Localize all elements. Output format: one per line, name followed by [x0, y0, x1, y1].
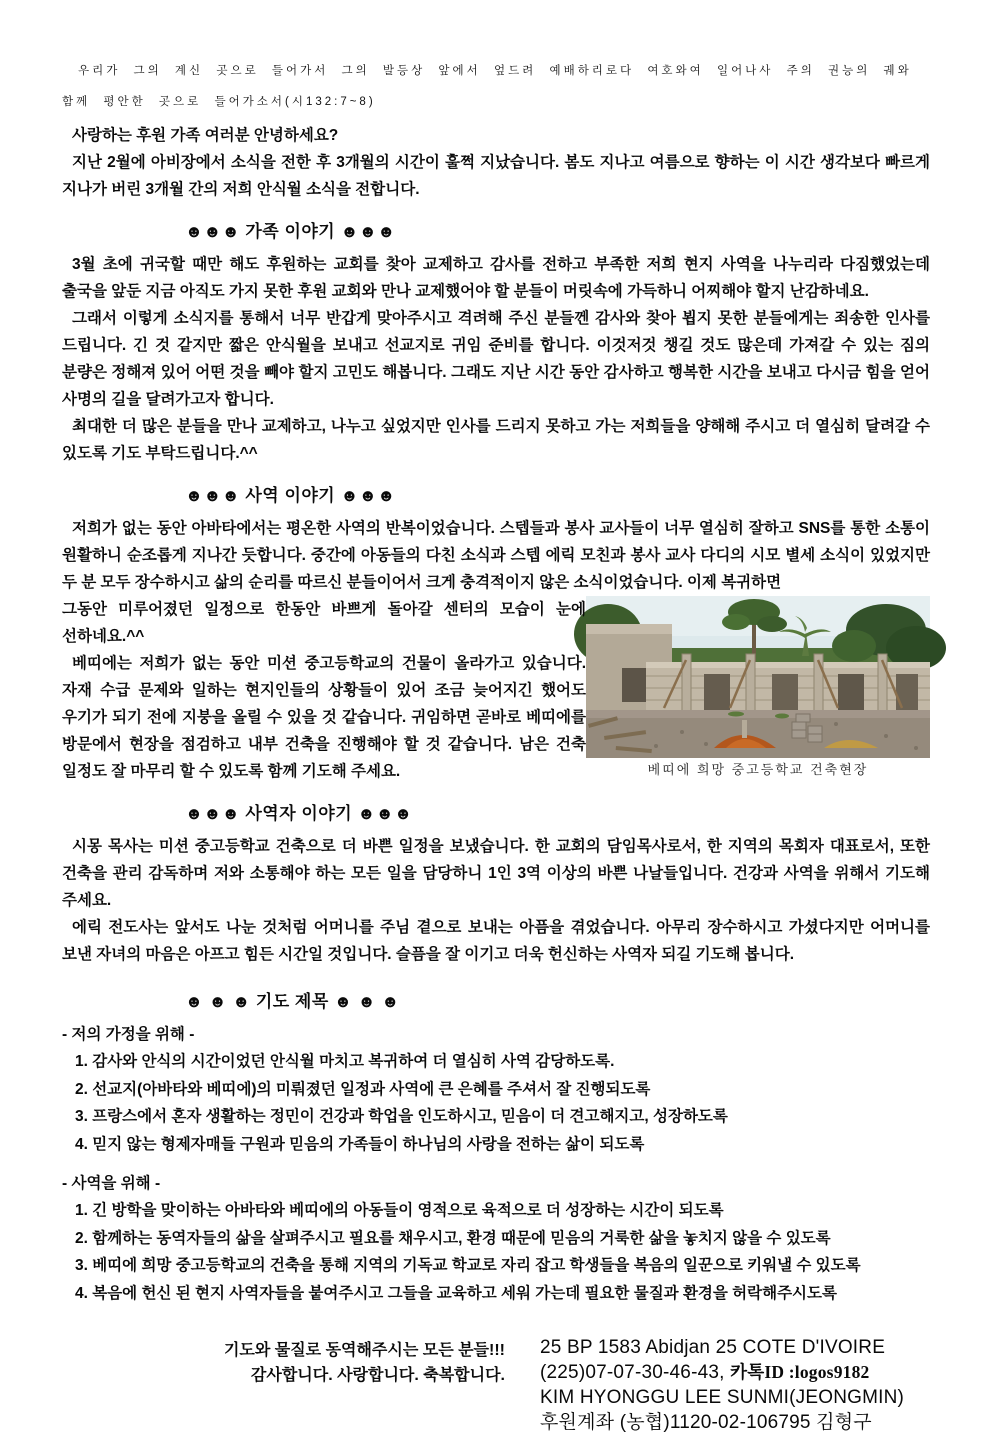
- prayer-family-item: 3. 프랑스에서 혼자 생활하는 정민이 건강과 학업을 인도하시고, 믿음이 더 견고해지고, 성장하도록: [75, 1108, 728, 1125]
- footer-address: 25 BP 1583 Abidjan 25 COTE D'IVOIRE: [540, 1337, 886, 1358]
- family-paragraph-2: 그래서 이렇게 소식지를 통해서 너무 반갑게 맞아주시고 격려해 주신 분들껜 감사와 찾아 뵙지 못한 분들에게는 죄송한 인사를 드립니다. 긴 것 같지만 짧은 안식월을 보내고 선교지로 귀임 준비를 합니다. 이것저것 챙길 것도 많은데 가져갈 수 있는 짐의 분량은 정해져 있어 어떤 것을 빼야 할지 고민도 해봅니다. 그래도 지난 시간 동안 감사하고 행복한 시간을 보내고 다시금 힘을 얻어 사명의 길을 달려가고자 합니다.: [62, 310, 930, 408]
- ministry-paragraph-2: 베띠에는 저희가 없는 동안 미션 중고등학교의 건물이 올라가고 있습니다. 자재 수급 문제와 일하는 현지인들의 상황들이 있어 조금 늦어지긴 했어도 우기가 되기 전에 지붕을 올릴 수 있을 것 같습니다. 귀임하면 곧바로 베띠에를 방문에서 현장을 점검하고 내부 건축을 진행해야 할 것 같습니다. 남은 건축 일정도 잘 마무리 할 수 있도록 함께 기도해 주세요.: [62, 655, 586, 780]
- ministry-story-heading: ☻☻☻ 사역 이야기 ☻☻☻: [185, 486, 396, 505]
- footer: [62, 1335, 930, 1435]
- prayer-family-item: 2. 선교지(아바타와 베띠에)의 미뤄졌던 일정과 사역에 큰 은혜를 주셔서 잘 진행되도록: [75, 1080, 651, 1098]
- footer-names: KIM HYONGGU LEE SUNMI(JEONGMIN): [540, 1387, 905, 1408]
- footer-contact-block: [540, 1335, 904, 1435]
- prayer-family-subtitle: - 저의 가정을 위해 -: [62, 1026, 195, 1043]
- footer-thanks-line-1: 기도와 물질로 동역해주시는 모든 분들!!!: [223, 1342, 505, 1359]
- prayer-ministry-list: [62, 1197, 930, 1307]
- ministry-paragraph-1: 저희가 없는 동안 아바타에서는 평온한 사역의 반복이었습니다. 스텝들과 봉사 교사들이 너무 열심히 잘하고 SNS를 통한 소통이 원활하니 순조롭게 지나간 듯합니다. 중간에 아동들의 다친 소식과 스텝 에릭 모친과 봉사 교사 다디의 시모 별세 소식이 있었지만 두 분 모두 장수하시고 삶의 순리를 따르신 분들이어서 크게 충격적이지 않은 소식이었습니다. 이제 복귀하면: [62, 520, 930, 591]
- scripture-verse: 우리가 그의 계신 곳으로 들어가서 그의 발등상 앞에서 엎드려 예배하리로다 여호와여 일어나사 주의 권능의 궤와 함께 평안한 곳으로 들어가소서(시132:7~8): [62, 65, 912, 108]
- prayer-ministry-item: 1. 긴 방학을 맞이하는 아바타와 베띠에의 아동들이 영적으로 육적으로 더 성장하는 시간이 되도록: [75, 1202, 724, 1219]
- photo-caption: 베띠에 희망 중고등학교 건축현장: [647, 762, 869, 777]
- family-paragraph-1: 3월 초에 귀국할 때만 해도 후원하는 교회를 찾아 교제하고 감사를 전하고 부족한 저희 현지 사역을 나누리라 다짐했었는데 출국을 앞둔 지금 아직도 가지 못한 후원 교회와 만나 교제했어야 할 분들이 머릿속에 가득하니 어찌해야 할지 난감하네요.: [62, 256, 930, 300]
- footer-phone: (225)07-07-30-46-43,: [540, 1362, 725, 1383]
- footer-account: 후원계좌 (농협)1120-02-106795 김형구: [540, 1412, 872, 1433]
- footer-phone-kakao: [540, 1360, 904, 1385]
- greeting-line: 사랑하는 후원 가족 여러분 안녕하세요?: [72, 127, 339, 144]
- workers-paragraph-2: 에릭 전도사는 앞서도 나눈 것처럼 어머니를 주님 곁으로 보내는 아픔을 겪었습니다. 아무리 장수하시고 가셨다지만 어머니를 보낸 자녀의 마음은 아프고 힘든 시간일 것입니다. 슬픔을 잘 이기고 더욱 헌신하는 사역자 되길 기도해 봅니다.: [62, 919, 930, 963]
- footer-kakao-id: 카톡ID :logos9182: [730, 1362, 870, 1382]
- workers-paragraph-1: 시몽 목사는 미션 중고등학교 건축으로 더 바쁜 일정을 보냈습니다. 한 교회의 담임목사로서, 한 지역의 목회자 대표로서, 또한 건축을 관리 감독하며 저와 소통해야 하는 모든 일을 담당하니 1인 3역 이상의 바쁜 나날들입니다. 건강과 사역을 위해서 기도해 주세요.: [62, 838, 930, 909]
- footer-thanks-block: [62, 1335, 505, 1435]
- prayer-ministry-subtitle: - 사역을 위해 -: [62, 1175, 161, 1192]
- prayer-title-heading: ☻ ☻ ☻ 기도 제목 ☻ ☻ ☻: [185, 992, 400, 1011]
- ministry-paragraph-1b: 그동안 미루어졌던 일정으로 한동안 바쁘게 돌아갈 센터의 모습이 눈에 선하네요.^^: [62, 601, 586, 645]
- construction-photo: [586, 596, 930, 758]
- intro-paragraph: 지난 2월에 아비장에서 소식을 전한 후 3개월의 시간이 훌쩍 지났습니다. 봄도 지나고 여름으로 향하는 이 시간 생각보다 빠르게 지나가 버린 3개월 간의 저희 안식월 소식을 전합니다.: [62, 154, 930, 198]
- prayer-family-item: 1. 감사와 안식의 시간이었던 안식월 마치고 복귀하여 더 열심히 사역 감당하도록.: [75, 1053, 615, 1070]
- prayer-ministry-item: 3. 베띠에 희망 중고등학교의 건축을 통해 지역의 기독교 학교로 자리 잡고 학생들을 복음의 일꾼으로 키워낼 수 있도록: [75, 1257, 861, 1274]
- prayer-ministry-item: 2. 함께하는 동역자들의 삶을 살펴주시고 필요를 채우시고, 환경 때문에 믿음의 거룩한 삶을 놓치지 않을 수 있도록: [75, 1229, 831, 1247]
- family-paragraph-3: 최대한 더 많은 분들을 만나 교제하고, 나누고 싶었지만 인사를 드리지 못하고 가는 저희들을 양해해 주시고 더 열심히 달려갈 수 있도록 기도 부탁드립니다.^^: [62, 418, 930, 462]
- family-story-heading: ☻☻☻ 가족 이야기 ☻☻☻: [185, 222, 396, 241]
- footer-thanks-line-2: 감사합니다. 사랑합니다. 축복합니다.: [250, 1367, 505, 1384]
- prayer-family-item: 4. 믿지 않는 형제자매들 구원과 믿음의 가족들이 하나님의 사랑을 전하는 삶이 되도록: [75, 1135, 645, 1153]
- prayer-family-list: [62, 1048, 930, 1158]
- prayer-ministry-item: 4. 복음에 헌신 된 현지 사역자들을 붙여주시고 그들을 교육하고 세워 가는데 필요한 물질과 환경을 허락해주시도록: [75, 1284, 837, 1302]
- workers-story-heading: ☻☻☻ 사역자 이야기 ☻☻☻: [185, 804, 413, 823]
- construction-photo-figure: [586, 596, 930, 780]
